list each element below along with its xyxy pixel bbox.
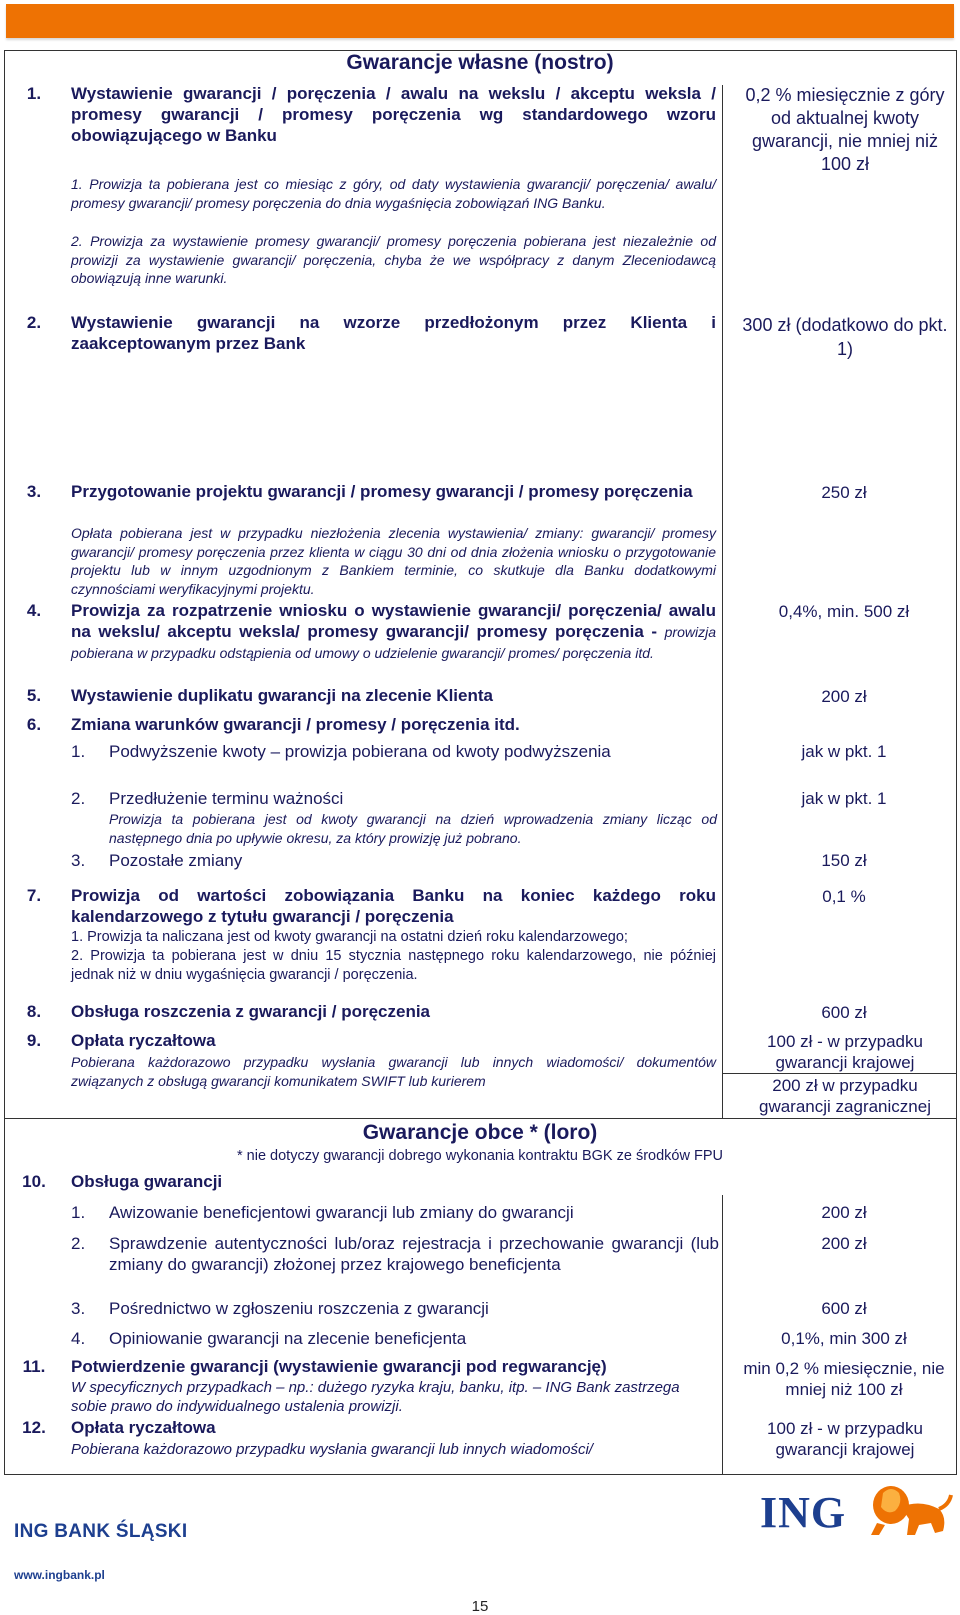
item-desc: Pobierana każdorazowo przypadku wysłania gwarancji lub innych wiadomości/ (71, 1441, 593, 1458)
fee-value: 0,1%, min 300 zł (781, 1329, 907, 1348)
item-title-block (71, 600, 716, 663)
fee-value: jak w pkt. 1 (801, 742, 887, 761)
subitem-label: Awizowanie beneficjentowi gwarancji lub zmiany do gwarancji (109, 1203, 574, 1222)
item-note: 2. Prowizja za wystawienie promesy gwarancji/ promesy poręczenia pobierana jest niezależnie od prowizji za wystawienie gwarancji/ poręczenia, chyba że we współpracy z danym Zleceniodawcą obowiązują inne warunki. (71, 233, 716, 286)
item-number: 4. (26, 601, 42, 620)
item-number: 9. (26, 1031, 42, 1050)
fee-value: 0,4%, min. 500 zł (778, 602, 910, 621)
fee-value: jak w pkt. 1 (801, 789, 887, 808)
bank-url: www.ingbank.pl (14, 1568, 105, 1582)
subitem-number: 1. (71, 742, 86, 761)
item-number: 2. (26, 313, 42, 332)
item-title: Prowizja od wartości zobowiązania Banku na koniec każdego roku kalendarzowego z tytułu gwarancji / poręczenia (71, 886, 716, 926)
fee-value: 250 zł (821, 483, 867, 502)
item-desc: Pobierana każdorazowo przypadku wysłania gwarancji lub innych wiadomości/ dokumentów związanych z obsługą gwarancji komunikatem SWIFT lub kurierem (71, 1054, 716, 1089)
fee-value: 600 zł (821, 1003, 867, 1022)
item-title: Obsługa gwarancji (71, 1172, 223, 1191)
fee-value: 300 zł (dodatkowo do pkt. 1) (742, 315, 948, 359)
item-title: Wystawienie gwarancji na wzorze przedłożonym przez Klienta i zaakceptowanym przez Bank (71, 313, 716, 353)
fee-value: 200 zł (821, 1203, 867, 1222)
subitem-label: Pozostałe zmiany (109, 851, 243, 870)
fee-value: 200 zł w przypadku gwarancji zagranicznej (759, 1076, 931, 1116)
subitem-desc: Prowizja ta pobierana jest od kwoty gwarancji na dzień wprowadzenia zmiany licząc od następnego dnia po upływie okresu, za który prowizję już pobrano. (109, 811, 717, 846)
item-title: Opłata ryczałtowa (71, 1031, 216, 1050)
fee-value: 0,1 % (822, 887, 866, 906)
ing-logo-text: ING (760, 1488, 847, 1537)
subitem-label: Pośrednictwo w zgłoszeniu roszczenia z gwarancji (109, 1299, 489, 1318)
item-number: 5. (26, 686, 42, 705)
item-number: 11. (22, 1357, 46, 1376)
item-note: 1. Prowizja ta naliczana jest od kwoty gwarancji na ostatni dzień roku kalendarzowego; (71, 929, 628, 945)
item-number: 7. (26, 886, 42, 905)
fee-value: 600 zł (821, 1299, 867, 1318)
item-number: 1. (26, 84, 42, 103)
subitem-number: 4. (71, 1329, 86, 1348)
item-number: 6. (26, 715, 42, 734)
item-title: Prowizja za rozpatrzenie wniosku o wystawienie gwarancji/ poręczenia/ awalu na wekslu/ akceptu weksla/ promesy gwarancji/ promesy poręczenia - (71, 601, 716, 641)
fee-value: min 0,2 % miesięcznie, nie mniej niż 100 zł (743, 1359, 945, 1399)
subitem-number: 3. (71, 1299, 86, 1318)
item-number: 3. (26, 482, 42, 501)
subitem-number: 2. (71, 1234, 86, 1253)
fee-value: 0,2 % miesięcznie z góry od aktualnej kwoty gwarancji, nie mniej niż 100 zł (745, 85, 945, 174)
item-title: Zmiana warunków gwarancji / promesy / poręczenia itd. (71, 715, 520, 734)
item-title: Przygotowanie projektu gwarancji / promesy gwarancji / promesy poręczenia (71, 482, 693, 501)
page-number: 15 (471, 1598, 489, 1615)
item-number: 10. (22, 1172, 46, 1191)
item-desc: W specyficznych przypadkach – np.: dużego ryzyka kraju, banku, itp. – ING Bank zastrzega sobie prawo do indywidualnego ustalenia prowizji. (71, 1379, 680, 1415)
item-title: Wystawienie duplikatu gwarancji na zlecenie Klienta (71, 686, 493, 705)
item-title: Opłata ryczałtowa (71, 1418, 216, 1437)
fee-value: 150 zł (821, 851, 867, 870)
bank-name: ING BANK ŚLĄSKI (14, 1521, 188, 1542)
item-note: 2. Prowizja ta pobierana jest w dniu 15 stycznia następnego roku kalendarzowego, nie później jednak niż w dniu wygaśnięcia gwarancji / poręczenia. (71, 948, 716, 983)
item-desc: prowizja pobierana w przypadku odstąpienia od umowy o udzielenie gwarancji/ promes/ poręczenia itd. (71, 624, 716, 661)
item-number: 12. (22, 1418, 46, 1437)
item-number: 8. (26, 1002, 42, 1021)
lion-icon (865, 1483, 953, 1541)
ing-logo (760, 1483, 960, 1553)
section-title-loro: Gwarancje obce * (loro) (362, 1121, 598, 1144)
subitem-number: 3. (71, 851, 86, 870)
fee-value: 200 zł (821, 687, 867, 706)
subitem-label: Podwyższenie kwoty – prowizja pobierana od kwoty podwyższenia (109, 742, 611, 761)
subitem-label: Sprawdzenie autentyczności lub/oraz rejestracja i przechowanie gwarancji (lub zmiany do gwarancji) złożonej przez krajowego beneficjenta (109, 1234, 719, 1274)
item-desc: Opłata pobierana jest w przypadku niezłożenia zlecenia wystawienia/ zmiany: gwarancji/ promesy gwarancji/ promesy poręczenia przez klienta w ciągu 30 dni od dnia złożenia wniosku o przygotowanie projektu lub w innym uzgodnionym z Bankiem terminie, co skutkuje dla Banku dodatkowymi czynnościami weryfikacyjnymi projektu. (71, 525, 716, 597)
item-title: Obsługa roszczenia z gwarancji / poręczenia (71, 1002, 431, 1021)
subitem-number: 1. (71, 1203, 86, 1222)
item-title: Potwierdzenie gwarancji (wystawienie gwarancji pod regwarancję) (71, 1357, 607, 1376)
subitem-number: 2. (71, 789, 86, 808)
header-orange-bar (6, 4, 954, 38)
item-note: 1. Prowizja ta pobierana jest co miesiąc z góry, od daty wystawienia gwarancji/ poręczenia/ awalu/ promesy gwarancji/ promesy poręczenia do dnia wygaśnięcia zobowiązań ING Banku. (71, 176, 716, 211)
subitem-label: Opiniowanie gwarancji na zlecenie beneficjenta (109, 1329, 467, 1348)
item-title: Wystawienie gwarancji / poręczenia / awalu na wekslu / akceptu weksla / promesy gwarancji / promesy poręczenia wg standardowego wzoru obowiązującego w Banku (71, 84, 716, 145)
section-note: * nie dotyczy gwarancji dobrego wykonania kontraktu BGK ze środków FPU (237, 1148, 723, 1164)
fee-value: 200 zł (821, 1234, 867, 1253)
subitem-label: Przedłużenie terminu ważności (109, 789, 344, 808)
fee-value: 100 zł - w przypadku gwarancji krajowej (767, 1032, 923, 1072)
fee-value: 100 zł - w przypadku gwarancji krajowej (767, 1419, 923, 1459)
section-title-nostro: Gwarancje własne (nostro) (346, 51, 614, 74)
